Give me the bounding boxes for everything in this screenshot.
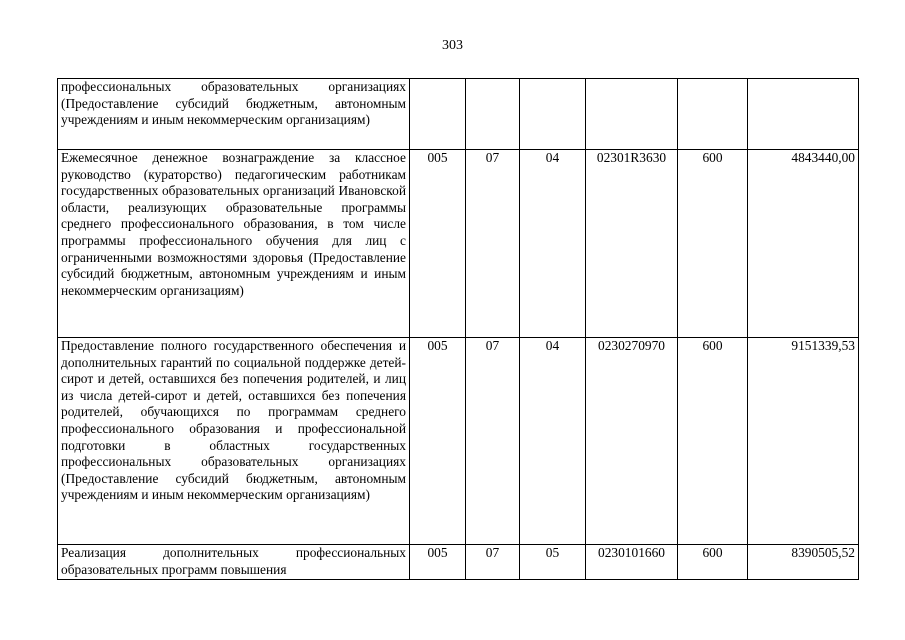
row-gr-cell xyxy=(410,79,466,150)
row-sum-cell xyxy=(748,79,859,150)
row-gr-cell: 005 xyxy=(410,150,466,338)
budget-table xyxy=(57,78,859,580)
table-row xyxy=(58,79,859,150)
row-csr-cell xyxy=(586,79,678,150)
table-row xyxy=(58,545,859,580)
row-sum-cell: 4843440,00 xyxy=(748,150,859,338)
table-row xyxy=(58,150,859,338)
row-sum-cell: 8390505,52 xyxy=(748,545,859,580)
row-rz-cell: 07 xyxy=(466,150,520,338)
row-csr-cell: 02301R3630 xyxy=(586,150,678,338)
row-vr-cell xyxy=(678,79,748,150)
row-pr-cell: 04 xyxy=(520,150,586,338)
row-sum-cell: 9151339,53 xyxy=(748,338,859,545)
row-vr-cell: 600 xyxy=(678,150,748,338)
row-rz-cell: 07 xyxy=(466,338,520,545)
row-name-cell xyxy=(58,545,410,580)
row-csr-cell: 0230270970 xyxy=(586,338,678,545)
page-number: 303 xyxy=(442,38,463,53)
row-name: Ежемесячное денежное вознаграждение за классное руководство (кураторство) педагогическим работникам государственных образовательных организаций Ивановской области, реализующих образовательные программы среднего профессионального образования, в том числе программы профессионального обучения для лиц с ограниченными возможностями здоровья (Предоставление субсидий бюджетным, автономным учреждениям и иным некоммерческим организациям) xyxy=(61,150,406,298)
row-name: Реализация дополнительных профессиональных образовательных программ повышения xyxy=(61,545,406,577)
row-rz-cell xyxy=(466,79,520,150)
row-name-cell xyxy=(58,338,410,545)
row-name: профессиональных образовательных организациях (Предоставление субсидий бюджетным, автономным учреждениям и иным некоммерческим организациям) xyxy=(61,79,406,128)
row-name: Предоставление полного государственного обеспечения и дополнительных гарантий по социальной поддержке детей-сирот и детей, оставшихся без попечения родителей, и лиц из числа детей-сирот и детей, оставшихся без попечения родителей, обучающихся по программам среднего профессионального образования и профессиональной подготовки в областных государственных профессиональных образовательных организациях (Предоставление субсидий бюджетным, автономным учреждениям и иным некоммерческим организациям) xyxy=(61,338,406,503)
row-rz-cell: 07 xyxy=(466,545,520,580)
row-vr-cell: 600 xyxy=(678,545,748,580)
row-pr-cell: 05 xyxy=(520,545,586,580)
row-gr-cell: 005 xyxy=(410,545,466,580)
row-name-cell xyxy=(58,79,410,150)
row-name-cell xyxy=(58,150,410,338)
table-row xyxy=(58,338,859,545)
row-vr-cell: 600 xyxy=(678,338,748,545)
row-pr-cell xyxy=(520,79,586,150)
row-pr-cell: 04 xyxy=(520,338,586,545)
row-gr-cell: 005 xyxy=(410,338,466,545)
row-csr-cell: 0230101660 xyxy=(586,545,678,580)
